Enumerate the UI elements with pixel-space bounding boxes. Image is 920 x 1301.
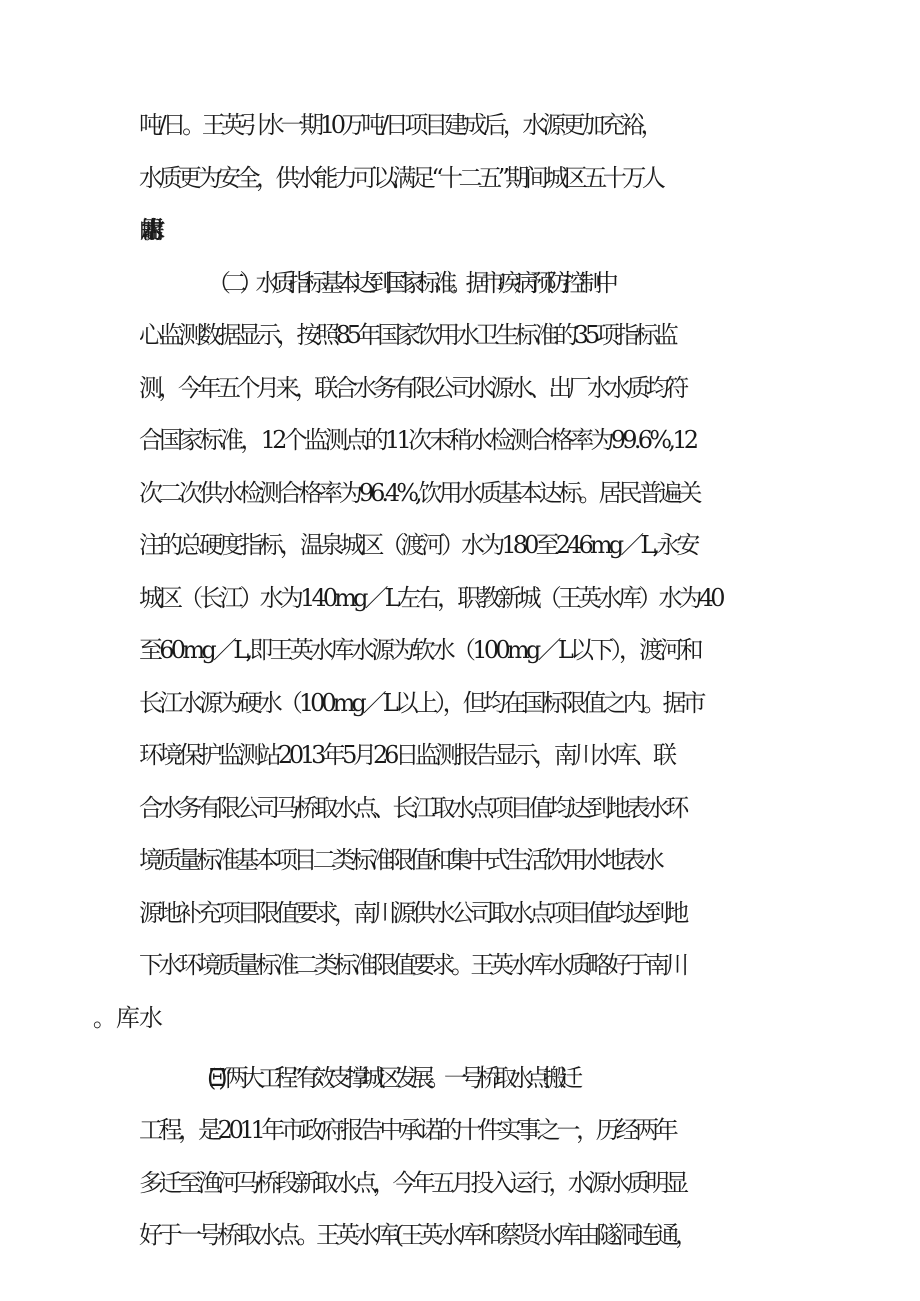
text-line: 多迁至渔河马桥段新取水点，今年五月投入运行，水源水质明显	[139, 1169, 685, 1197]
text-line: 源地补充项目限值要求，南川源供水公司取水点项目值均达到地	[139, 899, 685, 927]
text-line: 次二次供水检测合格率为96.4%,饮用水质基本达标。居民普遍关	[139, 479, 699, 507]
text-line: 测，今年五个月来，联合水务有限公司水源水、出厂水水质均符	[139, 374, 685, 402]
text-line: 合国家标准，12个监测点的11次末稍水检测合格率为99.6%,12	[139, 426, 696, 454]
text-line: 至60mg／L,即王英水库水源为软水（100mg／L以下），渡河和	[139, 636, 700, 664]
text-line: 境质量标准基本项目二类标准限值和集中式生活饮用水地表水	[139, 846, 661, 874]
text-line: 环境保护监测站2013年5月26日监测报告显示，南川水库、联	[139, 741, 673, 769]
text-line: 城区（长江）水为140mg／L左右，职教新城（王英水库）水为40	[139, 584, 722, 612]
text-line	[139, 1003, 920, 1055]
text-line: 工程，是2011年市政府报告中承诺的十件实事之一，历经两年	[139, 1116, 675, 1144]
text-line: 合水务有限公司马桥取水点、长江取水点项目值均达到地表水环	[139, 794, 685, 822]
paragraph-heading-line: (Ξ)“两大工程”有效支撑城区发展。一号桥取水点搬迁	[207, 1064, 576, 1092]
text-line: 好于一号桥取水点。王英水库(王英水库和蔡贤水库由隧洞连通，	[139, 1221, 695, 1249]
text-line: 长江水源为硬水（100mg／L以上），但均在国标限值之内。据市	[139, 689, 703, 717]
text-line: 下水环境质量标准二类标准限值要求。王英水库水质略好于南川	[139, 951, 685, 979]
text-line: 吨/日。王英引水一期10万吨/日项目建成后，水源更加充裕，	[139, 111, 661, 139]
text-line: 的用水需求。	[139, 216, 144, 244]
paragraph-heading-line: （二）水质指标基本达到国家标准。据市疾病预防控制中	[207, 269, 611, 297]
text-line: 水质更为安全，供水能力可以满足“十二五”期间城区五十万人	[139, 164, 662, 192]
text-line: 心监测数据显示，按照85年国家饮用水卫生标准的35项指标监	[139, 321, 675, 349]
text-line: 注的总硬度指标，温泉城区（渡河）水为180至246mg／L,永安	[139, 531, 697, 559]
